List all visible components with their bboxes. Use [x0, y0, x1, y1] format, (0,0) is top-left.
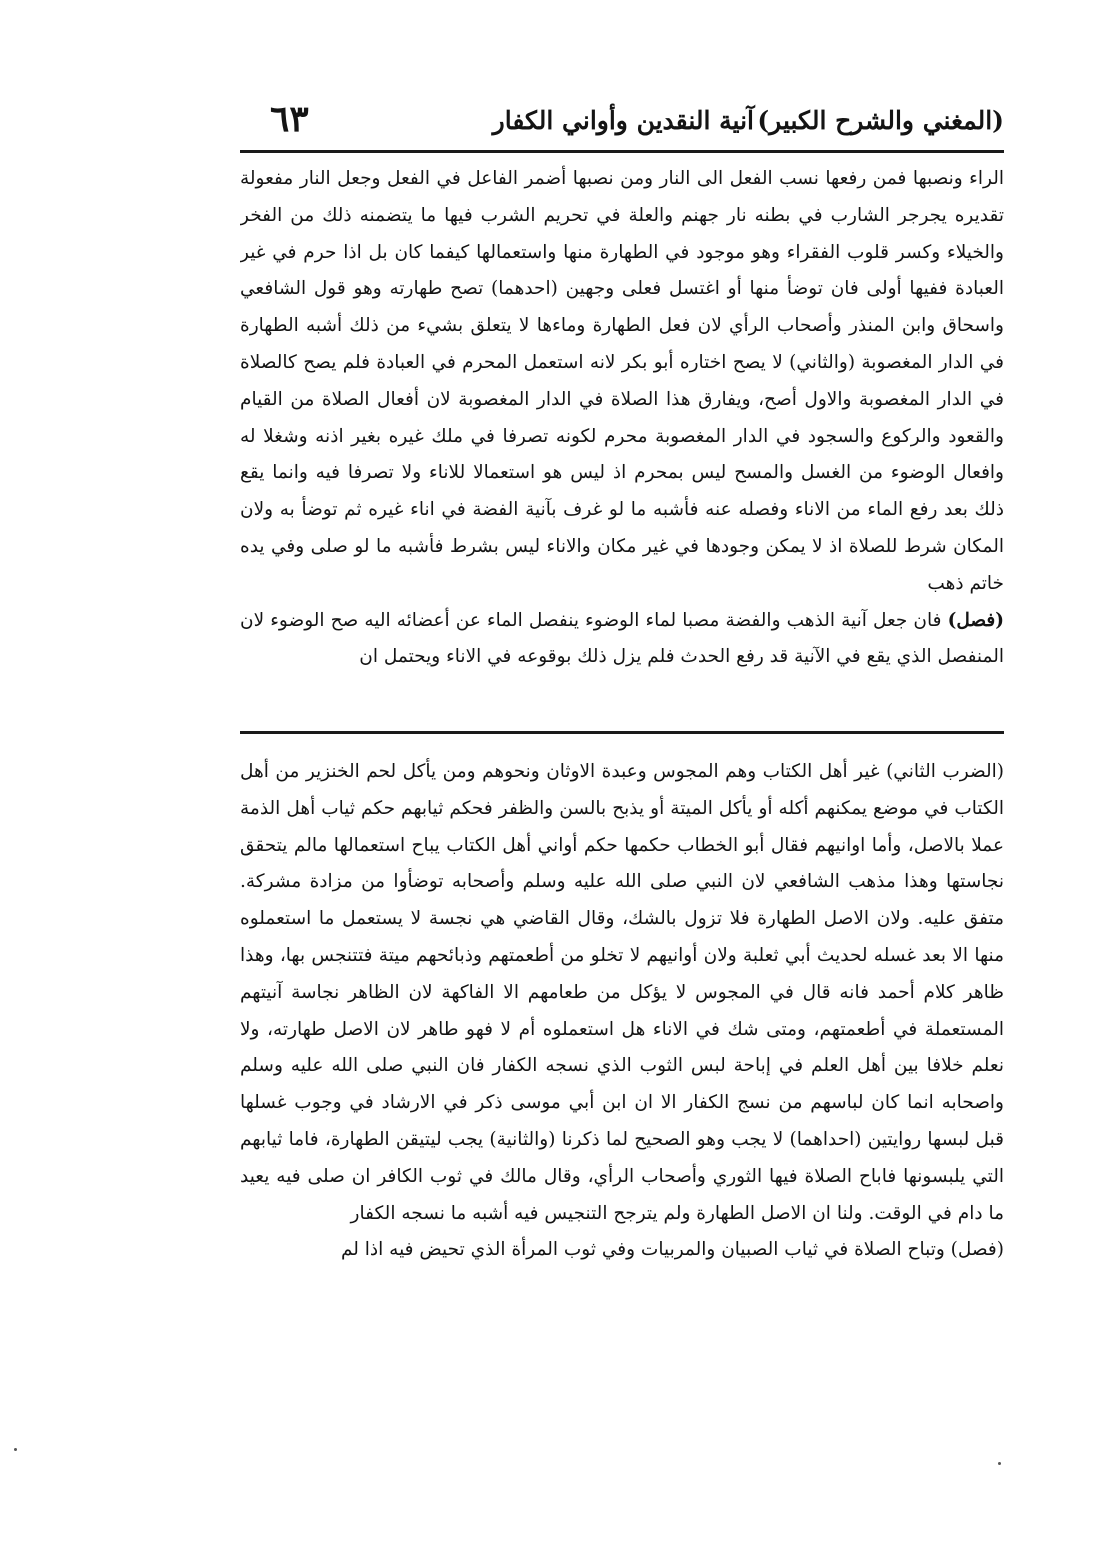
main-text — [240, 153, 1004, 721]
chapter-title: آنية النقدين وأواني الكفار — [492, 106, 754, 135]
footnote-text — [240, 734, 1004, 1434]
page-header — [240, 96, 1004, 150]
scan-speck — [998, 1462, 1001, 1465]
main-paragraph-body: فان جعل آنية الذهب والفضة مصبا لماء الوضوء ينفصل الماء عن أعضائه اليه صح الوضوء لان المنفصل الذي يقع في الآنية قد رفع الحدث فلم يزل ذلك بوقوعه في الاناء ويحتمل ان — [240, 609, 1004, 668]
page-number: ٦٣ — [270, 98, 309, 140]
main-paragraph — [240, 603, 1004, 677]
book-page — [240, 96, 1004, 1434]
footnote-paragraph: (فصل) وتباح الصلاة في ثياب الصبيان والمربيات وفي ثوب المرأة الذي تحيض فيه اذا لم — [340, 1239, 1004, 1261]
book-title: (المغني والشرح الكبير) — [757, 106, 1004, 135]
section-lead: (فصل) — [947, 609, 1004, 631]
scan-speck — [14, 1448, 17, 1451]
main-paragraph: الراء ونصبها فمن رفعها نسب الفعل الى النار ومن نصبها أضمر الفاعل في الفعل وجعل النار مفعولة تقديره يجرجر الشارب في بطنه نار جهنم والعلة في تحريم الشرب فيها ما يتضمنه ذلك من الفخر والخيلاء وكسر قلوب الفقراء وهو موجود في الطهارة منها واستعمالها كيفما كان بل اذا حرم في غير العبادة ففيها أولى فان توضأ منها أو اغتسل فعلى وجهين (احدهما) تصح طهارته وهو قول الشافعي واسحاق وابن المنذر وأصحاب الرأي لان فعل الطهارة وماءها لا يتعلق بشيء من ذلك أشبه الطهارة في الدار المغصوبة (والثاني) لا يصح اختاره أبو بكر لانه استعمل المحرم في العبادة فلم يصح كالصلاة في الدار المغصوبة والاول أصح، ويفارق هذا الصلاة في الدار المغصوبة لان أفعال الصلاة من القيام والقعود والركوع والسجود في الدار المغصوبة محرم لكونه تصرفا في ملك غيره بغير اذنه وشغلا له وافعال الوضوء من الغسل والمسح ليس بمحرم اذ ليس هو استعمالا للاناء ولا تصرفا فيه وانما يقع ذلك بعد رفع الماء من الاناء وفصله عنه فأشبه ما لو غرف بآنية الفضة في اناء غيره ثم توضأ به ولان المكان شرط للصلاة اذ لا يمكن وجودها في غير مكان والاناء ليس بشرط فأشبه ما لو صلى وفي يده خاتم ذهب — [240, 168, 1004, 594]
footnote-paragraph: (الضرب الثاني) غير أهل الكتاب وهم المجوس وعبدة الاوثان ونحوهم ومن يأكل لحم الخنزير من أهل الكتاب في موضع يمكنهم أكله أو يأكل الميتة أو يذبح بالسن والظفر فحكم ثيابهم حكم ثياب أهل الذمة عملا بالاصل، وأما اوانيهم فقال أبو الخطاب حكمها حكم أواني أهل الكتاب يباح استعمالها مالم يتحقق نجاستها وهذا مذهب الشافعي لان النبي صلى الله عليه وسلم وأصحابه توضأوا من مزادة مشركة. متفق عليه. ولان الاصل الطهارة فلا تزول بالشك، وقال القاضي هي نجسة لا يستعمل ما استعملوه منها الا بعد غسله لحديث أبي ثعلبة ولان أوانيهم لا تخلو من أطعمتهم وذبائحهم ميتة فتتنجس بها، وهذا ظاهر كلام أحمد فانه قال في المجوس لا يؤكل من طعامهم الا الفاكهة لان الظاهر نجاسة آنيتهم المستعملة في أطعمتهم، ومتى شك في الاناء هل استعملوه أم لا فهو طاهر لان الاصل طهارته، ولا نعلم خلافا بين أهل العلم في إباحة لبس الثوب الذي نسجه الكفار فان النبي صلى الله عليه وسلم واصحابه انما كان لباسهم من نسج الكفار الا ان ابن أبي موسى ذكر في الارشاد في وجوب غسلها قبل لبسها روايتين (احداهما) لا يجب وهو الصحيح لما ذكرنا (والثانية) يجب ليتيقن الطهارة، فاما ثيابهم التي يلبسونها فاباح الصلاة فيها الثوري وأصحاب الرأي، وقال مالك في ثوب الكافر ان صلى فيه يعيد ما دام في الوقت. ولنا ان الاصل الطهارة ولم يترجح التنجيس فيه أشبه ما نسجه الكفار — [240, 761, 1004, 1224]
